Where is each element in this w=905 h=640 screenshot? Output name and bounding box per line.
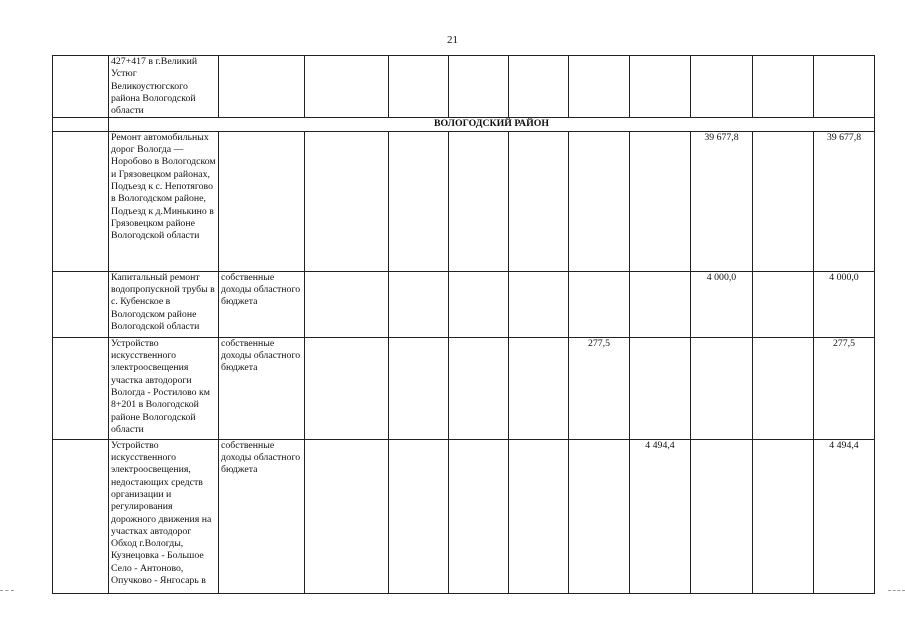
amount-cell [753, 271, 814, 337]
amount-cell [509, 439, 569, 593]
amount-cell [449, 131, 509, 271]
amount-cell [569, 271, 630, 337]
amount-cell [691, 337, 753, 439]
amount-cell: 277,5 [569, 337, 630, 439]
amount-cell [389, 271, 449, 337]
amount-cell [814, 56, 875, 118]
row-number-cell [53, 439, 109, 593]
budget-table [52, 55, 875, 594]
amount-cell [305, 439, 389, 593]
blank-cell [53, 118, 109, 131]
table-row [53, 131, 875, 271]
table-row [53, 56, 875, 118]
amount-cell [753, 56, 814, 118]
amount-cell [305, 337, 389, 439]
amount-cell [509, 56, 569, 118]
row-number-cell [53, 271, 109, 337]
amount-cell [305, 56, 389, 118]
table-row [53, 337, 875, 439]
amount-cell: 4 000,0 [814, 271, 875, 337]
scan-edge-mark-right [888, 590, 905, 591]
amount-cell [630, 131, 691, 271]
amount-cell [509, 131, 569, 271]
scan-edge-mark-left [0, 590, 14, 591]
amount-cell: 4 494,4 [630, 439, 691, 593]
amount-cell [753, 131, 814, 271]
row-number-cell [53, 56, 109, 118]
amount-cell: 277,5 [814, 337, 875, 439]
funding-source-cell: собственные доходы областного бюджета [219, 439, 305, 593]
amount-cell [449, 337, 509, 439]
amount-cell [630, 337, 691, 439]
amount-cell [389, 131, 449, 271]
object-name-cell: Капитальный ремонт водопропускной трубы в с. Кубенское в Вологодском районе Вологодской области [109, 271, 219, 337]
amount-cell [691, 439, 753, 593]
amount-cell [753, 337, 814, 439]
amount-cell: 39 677,8 [814, 131, 875, 271]
amount-cell [449, 439, 509, 593]
region-header-row [53, 118, 875, 131]
object-name-cell: Устройство искусственного электроосвещения, недостающих средств организации и регулирования дорожного движения на участках автодорог Обход г.Вологды, Кузнецовка - Большое Село - Антоново, Опучково - Янгосарь в [109, 439, 219, 593]
amount-cell [305, 131, 389, 271]
amount-cell [569, 131, 630, 271]
region-header: ВОЛОГОДСКИЙ РАЙОН [109, 118, 875, 131]
object-name-cell: 427+417 в г.Великий Устюг Великоустюгского района Вологодской области [109, 56, 219, 118]
table-row [53, 439, 875, 593]
amount-cell [449, 271, 509, 337]
amount-cell [389, 337, 449, 439]
amount-cell [509, 337, 569, 439]
amount-cell [691, 56, 753, 118]
amount-cell [509, 271, 569, 337]
amount-cell [630, 271, 691, 337]
funding-source-cell [219, 131, 305, 271]
amount-cell: 39 677,8 [691, 131, 753, 271]
amount-cell [389, 439, 449, 593]
funding-source-cell: собственные доходы областного бюджета [219, 271, 305, 337]
object-name-cell: Ремонт автомобильных дорог Вологда — Норобово в Вологодском и Грязовецком районах, Подъезд к с. Непотягово в Вологодском районе, Подъезд к д.Минькино в Грязовецком районе Вологодской области [109, 131, 219, 271]
amount-cell [389, 56, 449, 118]
amount-cell [449, 56, 509, 118]
funding-source-cell: собственные доходы областного бюджета [219, 337, 305, 439]
object-name-cell: Устройство искусственного электроосвещения участка автодороги Вологда - Ростилово км 8+201 в Вологодской районе Вологодской области [109, 337, 219, 439]
amount-cell [630, 56, 691, 118]
funding-source-cell [219, 56, 305, 118]
table-row [53, 271, 875, 337]
page-number: 21 [447, 34, 458, 46]
row-number-cell [53, 131, 109, 271]
amount-cell [753, 439, 814, 593]
amount-cell: 4 494,4 [814, 439, 875, 593]
amount-cell: 4 000,0 [691, 271, 753, 337]
row-number-cell [53, 337, 109, 439]
amount-cell [305, 271, 389, 337]
amount-cell [569, 439, 630, 593]
amount-cell [569, 56, 630, 118]
